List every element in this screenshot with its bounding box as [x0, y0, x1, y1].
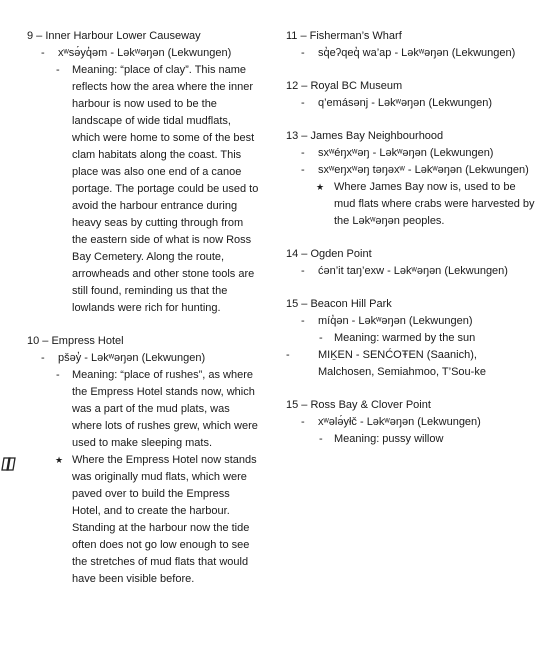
list-item [27, 452, 259, 588]
place-name: sxʷeŋxʷəŋ təŋəxʷ - Ləkʷəŋən (Lekwungen) [318, 164, 529, 176]
list-item [286, 162, 536, 179]
list-item [286, 347, 536, 381]
dash-bullet: - [301, 147, 305, 159]
bullet-list [286, 313, 536, 381]
dash-bullet: - [56, 369, 60, 381]
copilot-icon[interactable] [0, 455, 18, 473]
list-item [286, 414, 536, 431]
place-name: xʷələ́yłč - Ləkʷəŋən (Lekwungen) [318, 416, 481, 428]
section-11 [286, 28, 536, 62]
section-13 [286, 128, 536, 230]
bullet-list [27, 45, 259, 317]
dash-bullet: - [41, 47, 45, 59]
list-item [286, 95, 536, 112]
place-name: míq̓ən - Ləkʷəŋən (Lekwungen) [318, 315, 473, 327]
section-title: 12 – Royal BC Museum [286, 80, 403, 92]
dash-bullet: - [301, 47, 305, 59]
section-title: 9 – Inner Harbour Lower Causeway [27, 30, 201, 42]
place-name: q’emásənj - Ləkʷəŋən (Lekwungen) [318, 97, 493, 109]
section-title: 15 – Ross Bay & Clover Point [286, 399, 431, 411]
section-title: 13 – James Bay Neighbourhood [286, 130, 444, 142]
bullet-list [286, 414, 536, 448]
dash-bullet: - [301, 416, 305, 428]
dash-bullet: - [301, 97, 305, 109]
section-title: 14 – Ogden Point [286, 248, 372, 260]
list-item [286, 330, 536, 347]
section-9 [27, 28, 259, 317]
list-item [27, 367, 259, 452]
bullet-list [286, 263, 536, 280]
copilot-glyph [0, 455, 18, 473]
meaning-text: Meaning: warmed by the sun [334, 332, 476, 344]
list-item [27, 45, 259, 62]
star-bullet-icon: ★ [55, 455, 64, 465]
list-item [27, 350, 259, 367]
dash-bullet: - [301, 265, 305, 277]
place-name: pšəy̓ - Ləkʷəŋən (Lekwungen) [58, 352, 206, 364]
place-name: MIḴEN - SENĆOŦEN (Saanich), Malchosen, Semiahmoo, T’Sou-ke [318, 349, 486, 378]
meaning-text: Meaning: “place of rushes”, as where the Empress Hotel stands now, which was a part of the mud plats, was where lots of rushes grew, which were used to make sleeping mats. [72, 369, 258, 449]
dash-bullet: - [41, 352, 45, 364]
meaning-text: Meaning: “place of clay”. This name reflects how the area where the inner harbour is now used to be the landscape of wide tidal mudflats, which were home to some of the best clam habitats along the coast. This place was also one end of a canoe portage. The portage could be used to avoid the harbour entrance during heavy seas by cutting through from the eastern side of what is now Ross Bay Cemetery. Along the route, arrowheads and other stone tools are still found, reminding us that the lowlands were rich for hunting. [72, 64, 259, 314]
place-name: ćən’it taŋ’exw - Ləkʷəŋən (Lekwungen) [318, 265, 508, 277]
dash-bullet: - [301, 164, 305, 176]
dash-bullet: - [319, 433, 323, 445]
list-item [286, 313, 536, 330]
section-15-ross-bay [286, 397, 536, 448]
right-column [286, 28, 536, 464]
dash-bullet: - [56, 64, 60, 76]
list-item [286, 179, 536, 230]
list-item [286, 45, 536, 62]
section-title: 15 – Beacon Hill Park [286, 298, 392, 310]
bullet-list [286, 95, 536, 112]
bullet-list [286, 145, 536, 230]
meaning-text: Meaning: pussy willow [334, 433, 444, 445]
note-text: Where the Empress Hotel now stands was originally mud flats, which were paved over to build the Empress Hotel, and to create the harbour. Standing at the harbour now the tide often does not go low enough to see the stretches of mud flats that would have been visible before. [72, 454, 257, 585]
bullet-list [286, 45, 536, 62]
section-10 [27, 333, 259, 588]
list-item [27, 62, 259, 317]
list-item [286, 431, 536, 448]
section-12 [286, 78, 536, 112]
list-item [286, 145, 536, 162]
list-item [286, 263, 536, 280]
dash-bullet: - [319, 332, 323, 344]
dash-bullet: - [301, 315, 305, 327]
section-title: 10 – Empress Hotel [27, 335, 124, 347]
star-bullet-icon: ★ [316, 182, 325, 192]
left-column [27, 28, 259, 604]
bullet-list [27, 350, 259, 588]
place-name: xʷsə́yq̓əm - Ləkʷəŋən (Lekwungen) [58, 47, 232, 59]
section-title: 11 – Fisherman’s Wharf [286, 30, 402, 42]
note-text: Where James Bay now is, used to be mud flats where crabs were harvested by the Ləkʷəŋən peoples. [334, 181, 535, 227]
section-15-beacon-hill [286, 296, 536, 381]
section-14 [286, 246, 536, 280]
place-name: sxʷéŋxʷəŋ - Ləkʷəŋən (Lekwungen) [318, 147, 494, 159]
dash-bullet: - [286, 349, 290, 361]
place-name: sq̓eʔqeq̓ wa’ap - Ləkʷəŋən (Lekwungen) [318, 47, 516, 59]
